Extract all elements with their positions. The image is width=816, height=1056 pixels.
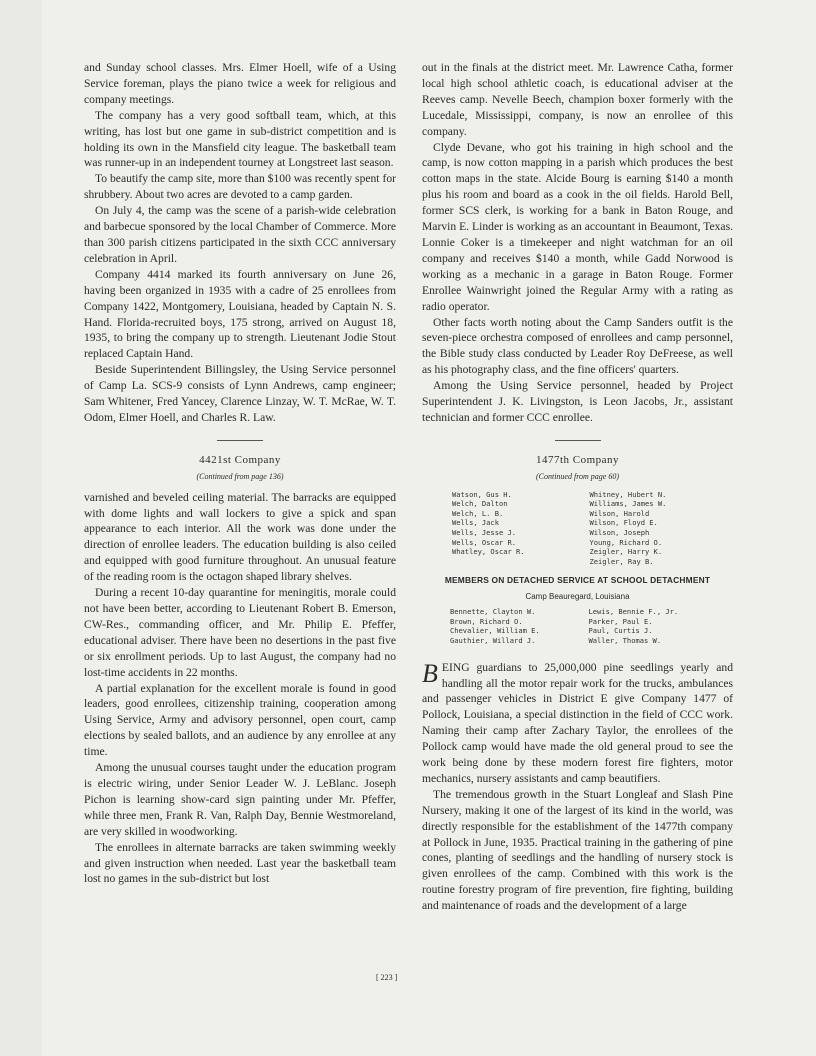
roster-name: Wells, Oscar R. [452, 537, 517, 547]
paragraph: and Sunday school classes. Mrs. Elmer Hoell, wife of a Using Service foreman, plays the piano twice a week for religious and company meetings. [84, 61, 396, 106]
paragraph: Company 4414 marked its fourth anniversary on June 26, having been organized in 1935 with a cadre of 25 enrollees from Company 1422, Montgomery, Louisiana, headed by Captain N. S. Hand. Florida-recruited boys, 175 strong, arrived on August 18, 1935, to bring the company up to strength. Lieutenant Jodie Stout replaced Captain Hand. [84, 267, 396, 361]
paragraph: Among the unusual courses taught under the education program is electric wiring, under Senior Leader W. J. LeBlanc. Joseph Pichon is learning show-card sign painting under Mr. Pfeffer, while three men, Frank R. Van, Ralph Day, Bennie Westmoreland, are very skilled in woodworking. [84, 761, 396, 838]
paragraph: During a recent 10-day quarantine for meningitis, morale could not have been better, according to Lieutenant Robert B. Emerson, CW-Res., commanding officer, and Mr. Philip E. Pfeffer, educational adviser. There have been no desertions in the past five or six enrollment periods. Up to last August, the company had no lost-time accidents in 22 months. [84, 586, 396, 679]
paragraph: The enrollees in alternate barracks are taken swimming weekly and given instruction when needed. Last year the basketball team lost no games in the sub-district but lost [84, 840, 396, 886]
section-divider [555, 440, 601, 441]
lead-paragraph [422, 660, 733, 787]
paragraph: Other facts worth noting about the Camp Sanders outfit is the seven-piece orchestra composed of enrollees and camp personnel, the Bible study class conducted by Leader Roy DeFreese, as well as his photography class, and the fine officers' quarters. [422, 315, 733, 377]
roster-name: Parker, Paul E. [588, 616, 653, 626]
detached-roster [422, 607, 733, 645]
detached-service-location: Camp Beauregard, Louisiana [525, 592, 630, 602]
section-heading: 1477th Company [535, 453, 620, 466]
section-continuation-note: (Continued from page 60) [535, 471, 620, 481]
roster-name: Waller, Thomas W. [588, 636, 662, 645]
paragraph: Beside Superintendent Billingsley, the Using Service personnel of Camp La. SCS-9 consists of Lynn Andrews, camp engineer; Sam Whitener, Fred Yancey, Clarence Linzay, W. T. McRae, W. T. Odom, Elmer Hoell, and Charles R. Law. [84, 363, 396, 424]
roster-name: Zeigler, Ray B. [589, 556, 654, 566]
roster-name: Bennette, Clayton W. [450, 607, 536, 617]
detached-service-heading: MEMBERS ON DETACHED SERVICE AT SCHOOL DETACHMENT [444, 575, 711, 586]
paragraph: Clyde Devane, who got his training in high school and the camp, is now cotton mapping in a parish which produces the best cotton maps in the state. Alcide Bourg is earning $140 a month plus his room and board as a cook in the oil fields. Harold Bell, former SCS clerk, is working for a bank in Baton Rouge, and Marvin E. Linder is working as an accountant in Beaumont, Texas. Lonnie Coker is a timekeeper and night watchman for an oil company and receives $140 a month, while Gadd Norwood is working as a mechanic in a garage in Baton Rouge. Former Enrollee Wainwright joined the Regular Army with a rating as radio operator. [422, 140, 733, 313]
roster-name: Gauthier, Willard J. [450, 636, 536, 645]
roster-name: Chevalier, William E. [450, 626, 540, 636]
roster-name: Paul, Curtis J. [588, 626, 653, 636]
page-number: [ 223 ] [376, 973, 398, 982]
roster-name: Wells, Jack [452, 518, 499, 528]
roster-name: Wilson, Harold [589, 508, 650, 518]
roster-name: Zeigler, Harry K. [589, 547, 663, 557]
paragraph: The tremendous growth in the Stuart Longleaf and Slash Pine Nursery, making it one of the largest of its kind in the world, was directly responsible for the establishment of the 1477th company at Pollock in June, 1935. Practical training in the gathering of pine cones, planting of seedlings and the handling of nursery stock is given enrollees of the camp. Combined with this work is the routine forestry program of fire prevention, fire fighting, building and maintenance of roads and the development of a large [422, 787, 733, 913]
roster-name: Wilson, Floyd E. [589, 518, 658, 528]
roster-name: Lewis, Bennie F., Jr. [588, 607, 679, 617]
roster-column-left [452, 490, 590, 567]
lead-text: EING guardians to 25,000,000 pine seedlings yearly and handling all the motor repair work for the trucks, ambulances and passenger vehicles in District E give Company 1477 of Pollock, Louisiana, a special distinction in the field of CCC work. Naming their camp after Zachary Taylor, the enrollees of the Pollock camp would have made the old general proud to see the work being done by these modern forest fire fighters, motor mechanics, nursery assistants and camp beautifiers. [422, 660, 733, 785]
paragraph: A partial explanation for the excellent morale is found in good leaders, good enrollees, citizenship training, cooperation among Using Service, Army and advisory personnel, open court, camp elections by sealed ballots, and an audience by any enrollee at any time. [84, 681, 396, 759]
paragraph: To beautify the camp site, more than $100 was recently spent for shrubbery. About two acres are devoted to a camp garden. [84, 172, 396, 202]
roster-name: Welch, Dalton [452, 499, 508, 509]
roster-name: Young, Richard O. [589, 537, 663, 547]
left-column [84, 60, 396, 887]
paragraph: Among the Using Service personnel, headed by Project Superintendent J. K. Livingston, is Leon Jacobs, Jr., assistant technician and former CCC enrollee. [422, 379, 733, 424]
roster-name: Wells, Jesse J. [452, 528, 517, 538]
roster-name: Whitney, Hubert N. [589, 489, 667, 499]
section-continuation-note: (Continued from page 136) [196, 471, 284, 481]
roster-column-right [590, 490, 728, 567]
roster-name: Williams, James W. [589, 499, 667, 509]
roster-name: Wilson, Joseph [589, 528, 650, 538]
paragraph: On July 4, the camp was the scene of a parish-wide celebration and barbecue sponsored by the local Chamber of Commerce. More than 300 parish citizens participated in the sixth CCC anniversary celebration in April. [84, 204, 396, 265]
company-roster [422, 490, 733, 567]
roster-column-left [450, 607, 589, 645]
right-column [422, 60, 733, 914]
roster-name: Brown, Richard O. [450, 616, 523, 626]
section-heading: 4421st Company [199, 453, 281, 466]
section-divider [217, 440, 263, 441]
paragraph: varnished and beveled ceiling material. The barracks are equipped with dome lights and wall lockers to give a spick and span appearance to each interior. All the work was done under the direction of enrollee leaders. The education building is also ceiled and equipped with good furniture throughout. An unusual feature of the reading room is the octagon shaped library shelves. [84, 490, 396, 584]
roster-name: Watson, Gus H. [452, 489, 512, 499]
roster-name: Whatley, Oscar R. [452, 547, 525, 557]
roster-column-right [589, 607, 728, 645]
paragraph: The company has a very good softball team, which, at this writing, has lost but one game in sub-district competition and is holding its own in the Mansfield city league. The basketball team was runner-up in an independent tourney at Longstreet last season. [84, 108, 396, 170]
drop-cap: B [422, 658, 438, 688]
roster-name: Welch, L. B. [452, 508, 504, 518]
paragraph: out in the finals at the district meet. Mr. Lawrence Catha, former local high school athletic coach, is educational adviser at the Reeves camp. Nevelle Beech, champion boxer formerly with the Lucedale, Mississippi, company, is now an enrollee of this company. [422, 61, 733, 138]
